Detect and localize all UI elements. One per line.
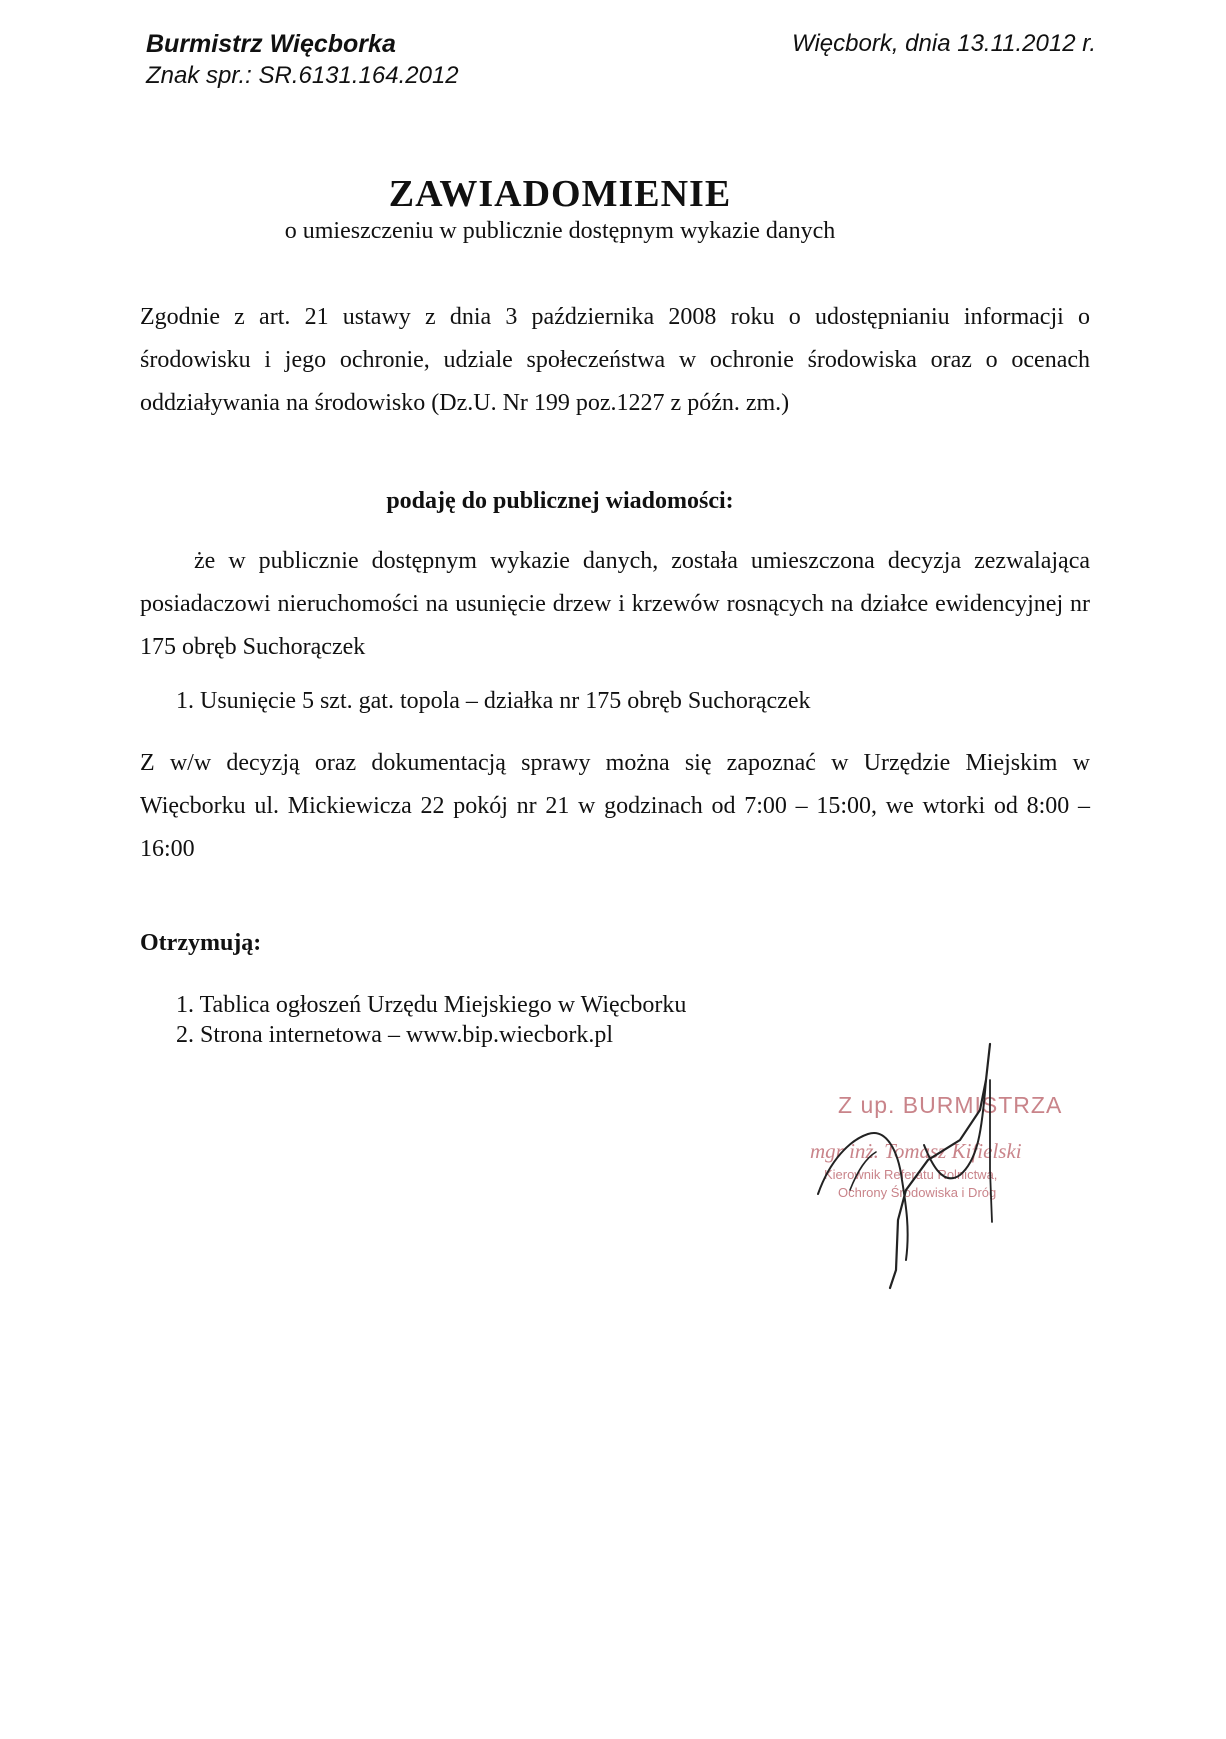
document-subtitle: o umieszczeniu w publicznie dostępnym wykazie danych xyxy=(284,218,836,244)
stamp-authority: Z up. BURMISTRZA xyxy=(838,1092,1063,1118)
recipient-item: 1. Tablica ogłoszeń Urzędu Miejskiego w Więcborku xyxy=(176,992,687,1018)
issuer-name: Burmistrz Więcborka xyxy=(146,30,396,58)
place-date: Więcbork, dnia 13.11.2012 r. xyxy=(792,30,1096,57)
document-title: ZAWIADOMIENIE xyxy=(388,173,732,215)
stamp-department: Ochrony Środowiska i Dróg xyxy=(838,1185,997,1200)
reference-number: Znak spr.: SR.6131.164.2012 xyxy=(146,62,459,89)
recipients-list xyxy=(176,990,686,1050)
stamp-position: Kierownik Referatu Rolnictwa, xyxy=(824,1167,998,1182)
issuer-block xyxy=(146,28,459,92)
recipient-item: 2. Strona internetowa – www.bip.wiecbork.pl xyxy=(176,1022,614,1048)
official-stamp xyxy=(810,1040,1070,1290)
handwritten-signature xyxy=(810,1040,1070,1290)
decision-item: 1. Usunięcie 5 szt. gat. topola – działka nr 175 obręb Suchorączek xyxy=(176,688,811,714)
access-info-paragraph: Z w/w decyzją oraz dokumentacją sprawy można się zapoznać w Urzędzie Miejskim w Więcborku ul. Mickiewicza 22 pokój nr 21 w godzinach od 7:00 – 15:00, we wtorki od 8:00 – 16:00 xyxy=(140,750,1090,862)
recipients-heading: Otrzymują: xyxy=(140,930,262,956)
decision-paragraph: że w publicznie dostępnym wykazie danych, została umieszczona decyzja zezwalająca posiadaczowi nieruchomości na usunięcie drzew i krzewów rosnących na działce ewidencyjnej nr 175 obręb Suchorączek xyxy=(140,548,1090,660)
legal-basis-paragraph: Zgodnie z art. 21 ustawy z dnia 3 października 2008 roku o udostępnianiu informacji o środowisku i jego ochronie, udziale społeczeństwa w ochronie środowiska oraz o ocenach oddziaływania na środowisko (Dz.U. Nr 199 poz.1227 z późn. zm.) xyxy=(140,304,1090,416)
announcement-heading: podaję do publicznej wiadomości: xyxy=(386,488,734,514)
stamp-official-name: mgr inż. Tomasz Kifielski xyxy=(810,1139,1022,1163)
